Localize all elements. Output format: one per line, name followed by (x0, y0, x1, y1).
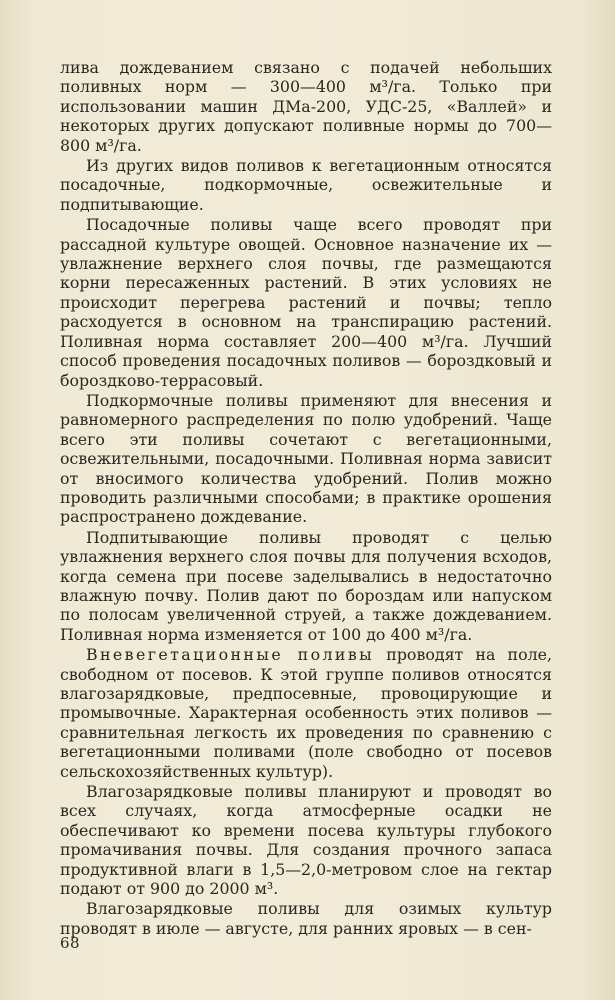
paragraph-planting-irrigation: Посадочные поливы чаще всего проводят при рассадной культуре овощей. Основное назначение их — увлажнение верхнего слоя почвы, где размещаются корни пересаженных растений. В этих условиях не происходит перегрева растений и почвы; тепло расходуется в основном на транспирацию растений. Поливная норма составляет 200—400 м³/га. Лучший способ проведения посадочных поливов — бороздковый и бороздково-террасовый. (60, 215, 552, 390)
paragraph-fertilizing-irrigation: Подкормочные поливы применяют для внесения и равномерного распределения по полю удобрений. Чаще всего эти поливы сочетают с вегетационными, освежительными, посадочными. Поливная норма зависит от вносимого количества удобрений. Полив можно проводить различными способами; в практике орошения распространено дождевание. (60, 390, 552, 527)
paragraph-sub-irrigation: Подпитывающие поливы проводят с целью увлажнения верхнего слоя почвы для получения всходов, когда семена при посеве заделывались в недостаточно влажную почву. Полив дают по бороздам или напуском по полосам увеличенной струей, а также дождеванием. Поливная норма изменяется от 100 до 400 м³/га. (60, 527, 552, 644)
spaced-term: Вневегетационные поливы (86, 645, 375, 665)
paragraph-moisture-charging: Влагозарядковые поливы планируют и проводят во всех случаях, когда атмосферные осадки не обеспечивают ко времени посева культуры глубокого промачивания почвы. Для создания прочного запаса продуктивной влаги в 1,5—2,0-метровом слое на гектар подают от 900 до 2000 м³. (60, 782, 552, 899)
body-text (60, 58, 552, 938)
paragraph-non-vegetation-irrigation (60, 645, 552, 781)
page-number: 68 (60, 934, 81, 952)
paragraph-rest: проводят на поле, свободном от посевов. К этой группе поливов относятся влагозарядковые, предпосевные, провоцирующие и промывочные. Характерная особенность этих поливов — сравнительная легкость их проведения по сравнению с вегетационными поливами (поле свободно от посевов сельскохозяйственных культур). (60, 645, 552, 781)
paragraph-winter-crops: Влагозарядковые поливы для озимых культур проводят в июле — августе, для ранних яровых — в сен- (60, 899, 552, 938)
paragraph-other-irrigations: Из других видов поливов к вегетационным относятся посадочные, подкормочные, освежительные и подпитывающие. (60, 156, 552, 214)
paragraph-continued: лива дождеванием связано с подачей небольших поливных норм — 300—400 м³/га. Только при использовании машин ДМа-200, УДС-25, «Валлей» и некоторых других допускают поливные нормы до 700—800 м³/га. (60, 58, 552, 155)
